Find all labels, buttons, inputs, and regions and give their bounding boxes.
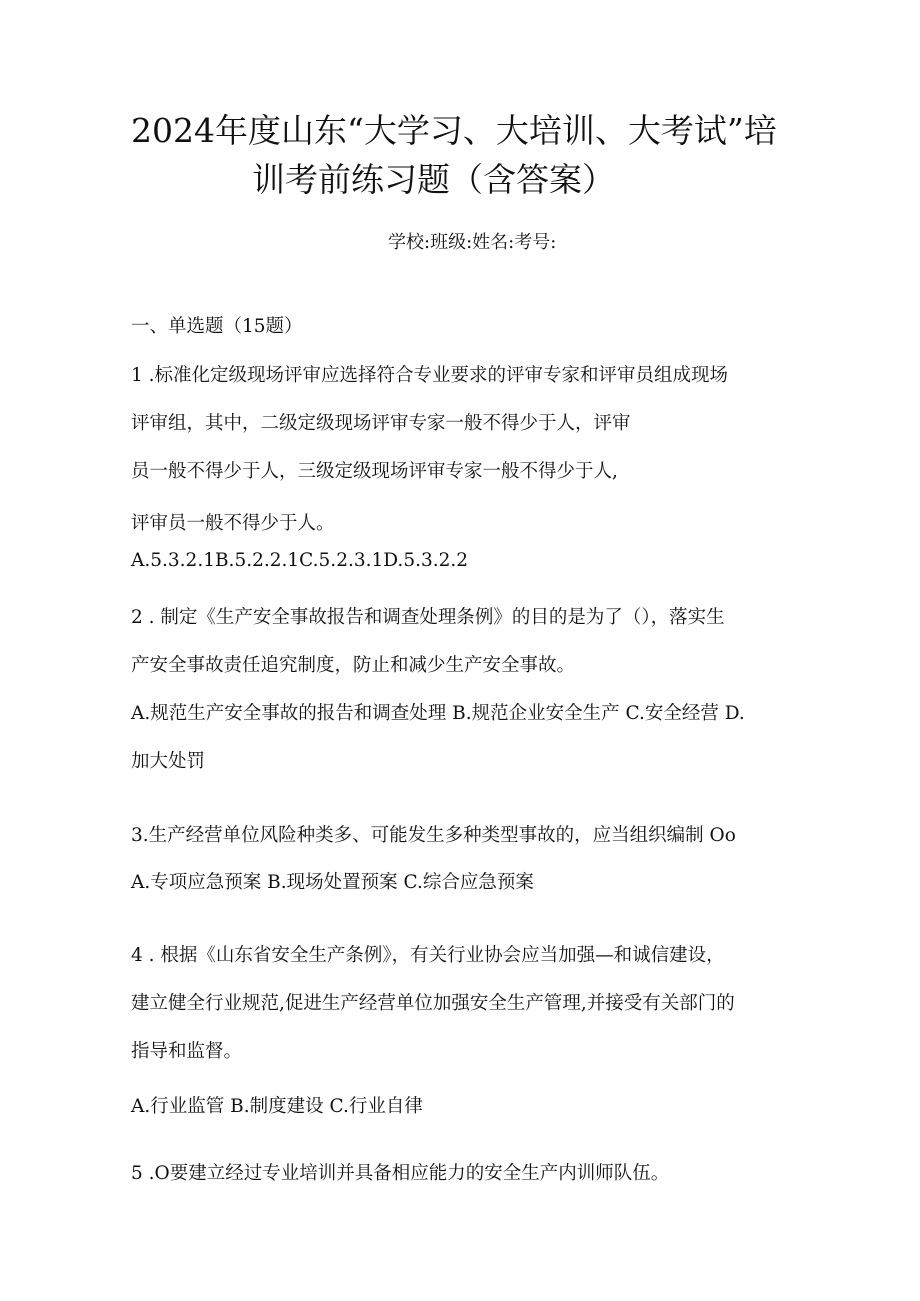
question-2-options: A.规范生产安全事故的报告和调查处理 B.规范企业安全生产 C.安全经营 D. [131,703,745,724]
question-3-options: A.专项应急预案 B.现场处置预案 C.综合应急预案 [131,872,534,893]
question-4-text-line: 建立健全行业规范,促进生产经营单位加强安全生产管理,并接受有关部门的 [131,993,735,1014]
question-1-options: A.5.3.2.1B.5.2.2.1C.5.2.3.1D.5.3.2.2 [131,550,469,571]
question-3-text-line: 3.生产经营单位风险种类多、可能发生多种类型事故的，应当组织编制 Oo [131,825,736,846]
student-info-line: 学校:班级:姓名:考号: [388,232,557,253]
question-1-text-line: 评审组，其中，二级定级现场评审专家一般不得少于人，评审 [131,413,631,434]
document-title-line-2: 训考前练习题（含答案） [252,160,615,199]
question-1-text-line: 评审员一般不得少于人。 [131,513,335,534]
question-2-options: 加大处罚 [131,751,206,772]
section-heading: 一、单选题（15题） [131,316,303,337]
document-title-line-1: 2024年度山东“大学习、大培训、大考试”培 [131,111,777,150]
question-4-text-line: 指导和监督。 [131,1041,243,1062]
question-4-text-line: 4 . 根据《山东省安全生产条例》，有关行业协会应当加强—和诚信建设， [131,945,725,966]
question-1-text-line: 员一般不得少于人，三级定级现场评审专家一般不得少于人, [131,461,618,482]
question-2-text-line: 2 . 制定《生产安全事故报告和调查处理条例》的目的是为了（），落实生 [131,607,725,628]
question-2-text-line: 产安全事故责任追究制度，防止和减少生产安全事故。 [131,655,576,676]
question-5-text-line: 5 .O要建立经过专业培训并具备相应能力的安全生产内训师队伍。 [131,1163,670,1184]
question-4-options: A.行业监管 B.制度建设 C.行业自律 [131,1096,423,1117]
question-1-text-line: 1 .标准化定级现场评审应选择符合专业要求的评审专家和评审员组成现场 [131,365,729,386]
